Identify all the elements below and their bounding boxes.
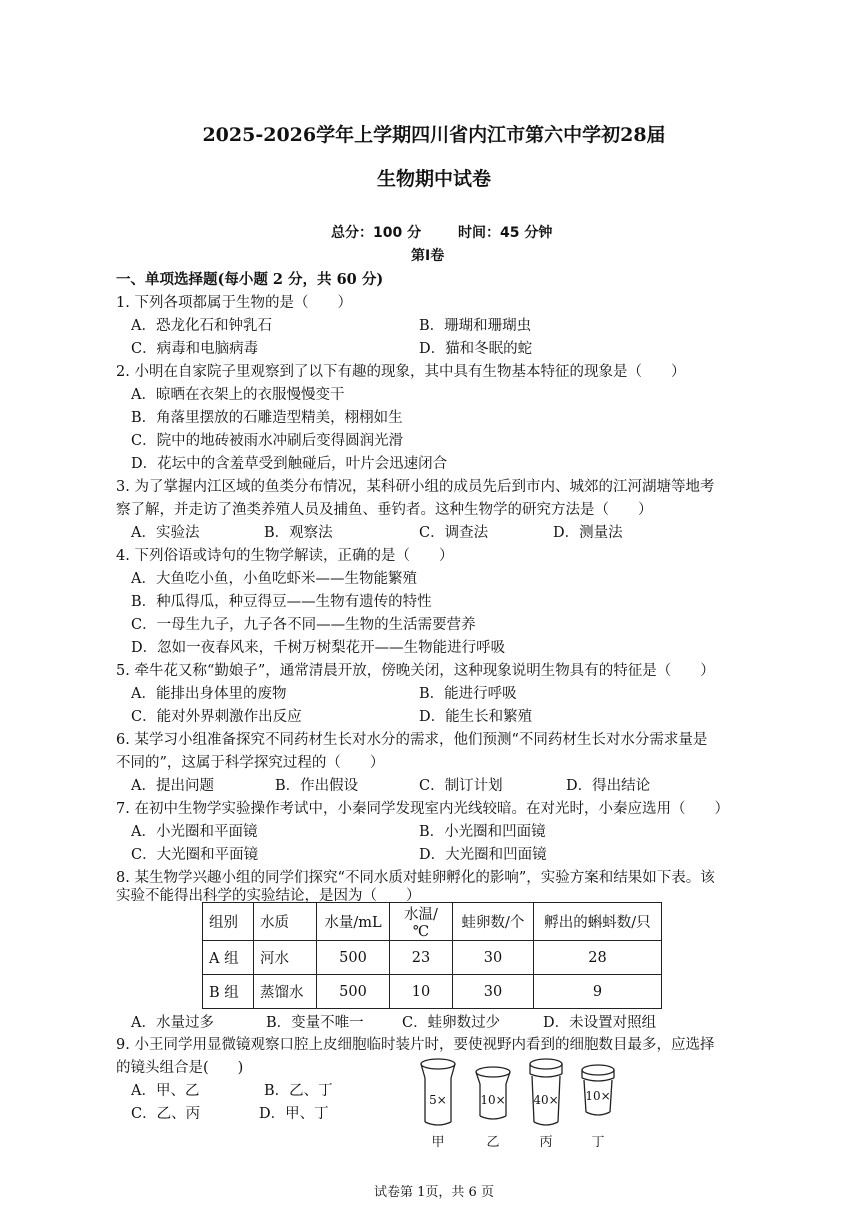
q5-option-c: C．能对外界刺激作出反应 xyxy=(131,709,302,725)
lens-mag-label: 40× xyxy=(533,1093,559,1107)
q4-option-a: A．大鱼吃小鱼，小鱼吃虾米——生物能繁殖 xyxy=(131,571,417,587)
q6-option-b: B．作出假设 xyxy=(275,778,359,794)
table-header-cell: 蛙卵数/个 xyxy=(453,903,534,941)
q9-option-c: C．乙、丙 xyxy=(131,1106,201,1122)
q3-option-b: B．观察法 xyxy=(264,525,333,541)
q5-option-b: B．能进行呼吸 xyxy=(419,686,517,702)
table-cell: 9 xyxy=(534,975,662,1009)
q2-option-b: B．角落里摆放的石雕造型精美，栩栩如生 xyxy=(131,410,403,426)
table-row xyxy=(203,975,662,1009)
q8-stem-line2: 实验不能得出科学的实验结论，是因为（ ） xyxy=(116,888,421,904)
q6-option-c: C．制订计划 xyxy=(419,778,503,794)
q6-option-a: A．提出问题 xyxy=(131,778,214,794)
q4-option-d: D．忽如一夜春风来，千树万树梨花开——生物能进行呼吸 xyxy=(131,640,506,656)
section-title: 一、单项选择题(每小题 2 分，共 60 分) xyxy=(116,271,384,288)
table-cell: 28 xyxy=(534,941,662,975)
table-cell: 河水 xyxy=(254,941,317,975)
table-header-cell: 孵出的蝌蚪数/只 xyxy=(534,903,662,941)
table-cell: 蒸馏水 xyxy=(254,975,317,1009)
table-cell: A 组 xyxy=(203,941,254,975)
q2-stem: 2. 小明在自家院子里观察到了以下有趣的现象，其中具有生物基本特征的现象是（ ） xyxy=(116,364,686,380)
page-footer: 试卷第 1页，共 6 页 xyxy=(374,1185,494,1200)
volume-label: 第Ⅰ卷 xyxy=(411,248,445,264)
table-cell: 500 xyxy=(317,975,390,1009)
lens-name-label: 丙 xyxy=(539,1135,553,1150)
q8-option-d: D．未设置对照组 xyxy=(543,1015,657,1031)
q9-option-d: D．甲、丁 xyxy=(259,1106,329,1122)
q5-stem: 5. 牵牛花又称“勤娘子”，通常清晨开放，傍晚关闭，这种现象说明生物具有的特征是（ ） xyxy=(116,663,715,679)
q3-stem-line2: 察了解，并走访了渔类养殖人员及捕鱼、垂钓者。这种生物学的研究方法是（ ） xyxy=(116,502,653,518)
q7-option-d: D．大光圈和凹面镜 xyxy=(419,847,547,863)
exam-title-line1: 2025-2026学年上学期四川省内江市第六中学初28届 xyxy=(202,124,666,146)
lens-name-label: 丁 xyxy=(591,1135,605,1150)
q5-option-a: A．能排出身体里的废物 xyxy=(131,686,287,702)
q3-stem-line1: 3. 为了掌握内江区域的鱼类分布情况，某科研小组的成员先后到市内、城郊的江河湖塘等地考 xyxy=(116,479,715,495)
eyepiece-lens-jia-icon xyxy=(421,1059,455,1125)
total-score: 总分：100 分 xyxy=(331,225,422,241)
q7-option-b: B．小光圈和凹面镜 xyxy=(419,824,546,840)
q8-stem-line1: 8. 某生物学兴趣小组的同学们探究“不同水质对蛙卵孵化的影响”，实验方案和结果如下表。该 xyxy=(116,870,715,886)
q2-option-a: A．晾晒在衣架上的衣服慢慢变干 xyxy=(131,387,345,403)
objective-lens-bing-icon xyxy=(530,1059,562,1125)
table-cell: 23 xyxy=(390,941,453,975)
q3-option-a: A．实验法 xyxy=(131,525,200,541)
q6-stem-line2: 不同的”，这属于科学探究过程的（ ） xyxy=(116,755,385,771)
q7-option-a: A．小光圈和平面镜 xyxy=(131,824,258,840)
q8-option-b: B．变量不唯一 xyxy=(266,1015,364,1031)
q1-option-d: D．猫和冬眠的蛇 xyxy=(419,341,533,357)
table-header-cell: 水质 xyxy=(254,903,317,941)
q6-stem-line1: 6. 某学习小组准备探究不同药材生长对水分的需求，他们预测“不同药材生长对水分需求量是 xyxy=(116,732,708,748)
q7-stem: 7. 在初中生物学实验操作考试中，小秦同学发现室内光线较暗。在对光时，小秦应选用（ ） xyxy=(116,801,729,817)
table-row xyxy=(203,941,662,975)
q2-option-d: D．花坛中的含羞草受到触碰后，叶片会迅速闭合 xyxy=(131,456,448,472)
lens-name-label: 甲 xyxy=(431,1135,445,1150)
table-cell: 30 xyxy=(453,941,534,975)
lens-mag-label: 10× xyxy=(480,1093,506,1107)
lens-mag-label: 5× xyxy=(429,1093,447,1107)
q3-option-c: C．调查法 xyxy=(419,525,489,541)
lens-mag-label: 10× xyxy=(585,1089,611,1103)
q9-stem-line2: 的镜头组合是( ) xyxy=(116,1060,244,1076)
q4-option-b: B．种瓜得瓜，种豆得豆——生物有遗传的特性 xyxy=(131,594,432,610)
q4-stem: 4. 下列俗语或诗句的生物学解读，正确的是（ ） xyxy=(116,548,454,564)
exam-title-line2: 生物期中试卷 xyxy=(376,168,491,190)
q4-option-c: C．一母生九子，九子各不同——生物的生活需要营养 xyxy=(131,617,476,633)
lens-name-label: 乙 xyxy=(486,1135,500,1150)
q9-option-b: B．乙、丁 xyxy=(264,1083,333,1099)
table-cell: 10 xyxy=(390,975,453,1009)
q7-option-c: C．大光圈和平面镜 xyxy=(131,847,259,863)
q9-stem-line1: 9. 小王同学用显微镜观察口腔上皮细胞临时装片时，要使视野内看到的细胞数目最多，应选择 xyxy=(116,1037,715,1053)
q1-option-c: C．病毒和电脑病毒 xyxy=(131,341,259,357)
microscope-lenses-figure xyxy=(410,1056,630,1152)
q8-option-c: C．蛙卵数过少 xyxy=(402,1015,501,1031)
q2-option-c: C．院中的地砖被雨水冲刷后变得圆润光滑 xyxy=(131,433,404,449)
table-header-cell: 组别 xyxy=(203,903,254,941)
q9-option-a: A．甲、乙 xyxy=(131,1083,200,1099)
table-header-cell: 水温/℃ xyxy=(390,903,453,941)
q1-stem: 1. 下列各项都属于生物的是（ ） xyxy=(116,295,352,311)
table-cell: 30 xyxy=(453,975,534,1009)
experiment-table xyxy=(202,902,662,1009)
table-header-cell: 水量/mL xyxy=(317,903,390,941)
table-cell: B 组 xyxy=(203,975,254,1009)
table-header-row xyxy=(203,903,662,941)
exam-time: 时间：45 分钟 xyxy=(458,225,553,241)
table-cell: 500 xyxy=(317,941,390,975)
q8-option-a: A．水量过多 xyxy=(131,1015,214,1031)
q3-option-d: D．测量法 xyxy=(553,525,623,541)
q6-option-d: D．得出结论 xyxy=(566,778,651,794)
q1-option-b: B．珊瑚和珊瑚虫 xyxy=(419,318,532,334)
q5-option-d: D．能生长和繁殖 xyxy=(419,709,533,725)
q1-option-a: A．恐龙化石和钟乳石 xyxy=(131,318,272,334)
